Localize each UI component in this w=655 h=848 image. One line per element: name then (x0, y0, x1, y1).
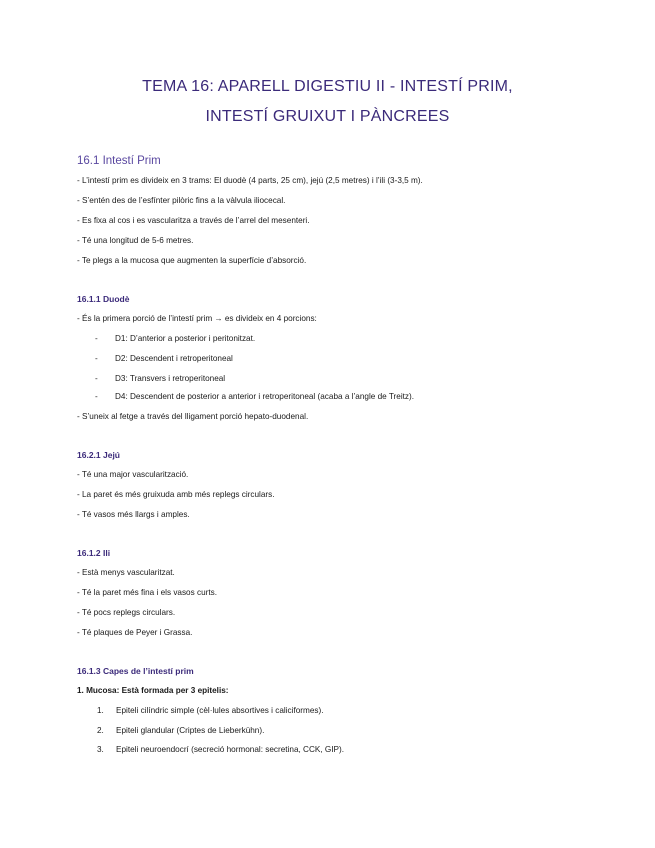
item-text: Epiteli cilíndric simple (cèl·lules absortives i caliciformes). (116, 706, 324, 715)
paragraph-line: - S’entén des de l’esfínter pilòric fins a la vàlvula iliocecal. (77, 196, 286, 205)
paragraph-line: - Es fixa al cos i es vascularitza a través de l’arrel del mesenteri. (77, 216, 310, 225)
document-title-line-2: INTESTÍ GRUIXUT I PÀNCREES (205, 108, 450, 125)
paragraph-line: - Està menys vascularitzat. (77, 568, 175, 577)
list-item-text: D2: Descendent i retroperitoneal (115, 354, 233, 363)
list-marker: - (95, 392, 98, 401)
item-number: 2. (97, 726, 104, 735)
item-number: 3. (97, 745, 104, 754)
paragraph-line: - La paret és més gruixuda amb més replegs circulars. (77, 490, 275, 499)
paragraph-line: - Té una longitud de 5-6 metres. (77, 236, 194, 245)
section-heading-16-1-3: 16.1.3 Capes de l’intestí prim (77, 666, 194, 676)
item-text: Epiteli glandular (Criptes de Lieberkühn). (116, 726, 265, 735)
paragraph-line: 1. Mucosa: Està formada per 3 epitelis: (77, 686, 229, 695)
paragraph-line: - Té plaques de Peyer i Grassa. (77, 628, 193, 637)
list-marker: - (95, 334, 98, 343)
paragraph-line: - Té la paret més fina i els vasos curts. (77, 588, 217, 597)
section-heading-16-2-1: 16.2.1 Jejú (77, 450, 121, 460)
document-title-line-1: TEMA 16: APARELL DIGESTIU II - INTESTÍ PRIM, (142, 78, 513, 95)
paragraph-line: - S’uneix al fetge a través del lligament porció hepato-duodenal. (77, 412, 309, 421)
list-marker: - (95, 374, 98, 383)
paragraph-line: - Té una major vascularització. (77, 470, 189, 479)
paragraph-line: - Té pocs replegs circulars. (77, 608, 176, 617)
list-marker: - (95, 354, 98, 363)
section-heading-16-1-2: 16.1.2 Ili (77, 548, 111, 558)
paragraph-line: - Te plegs a la mucosa que augmenten la superfície d’absorció. (77, 256, 307, 265)
list-item-text: D4: Descendent de posterior a anterior i retroperitoneal (acaba a l’angle de Treitz). (115, 392, 415, 401)
section-heading-16-1: 16.1 Intestí Prim (77, 155, 161, 167)
list-item-text: D1: D’anterior a posterior i peritonitzat. (115, 334, 256, 343)
item-number: 1. (97, 706, 104, 715)
list-item-text: D3: Transvers i retroperitoneal (115, 374, 226, 383)
item-text: Epiteli neuroendocrí (secreció hormonal: secretina, CCK, GIP). (116, 745, 344, 754)
paragraph-line: - Té vasos més llargs i amples. (77, 510, 190, 519)
section-heading-16-1-1: 16.1.1 Duodè (77, 294, 130, 304)
paragraph-line: - L’intestí prim es divideix en 3 trams: El duodè (4 parts, 25 cm), jejú (2,5 metres) i l’ili (3-3,5 m). (77, 176, 423, 185)
paragraph-line: - És la primera porció de l’intestí prim → es divideix en 4 porcions: (77, 314, 317, 323)
